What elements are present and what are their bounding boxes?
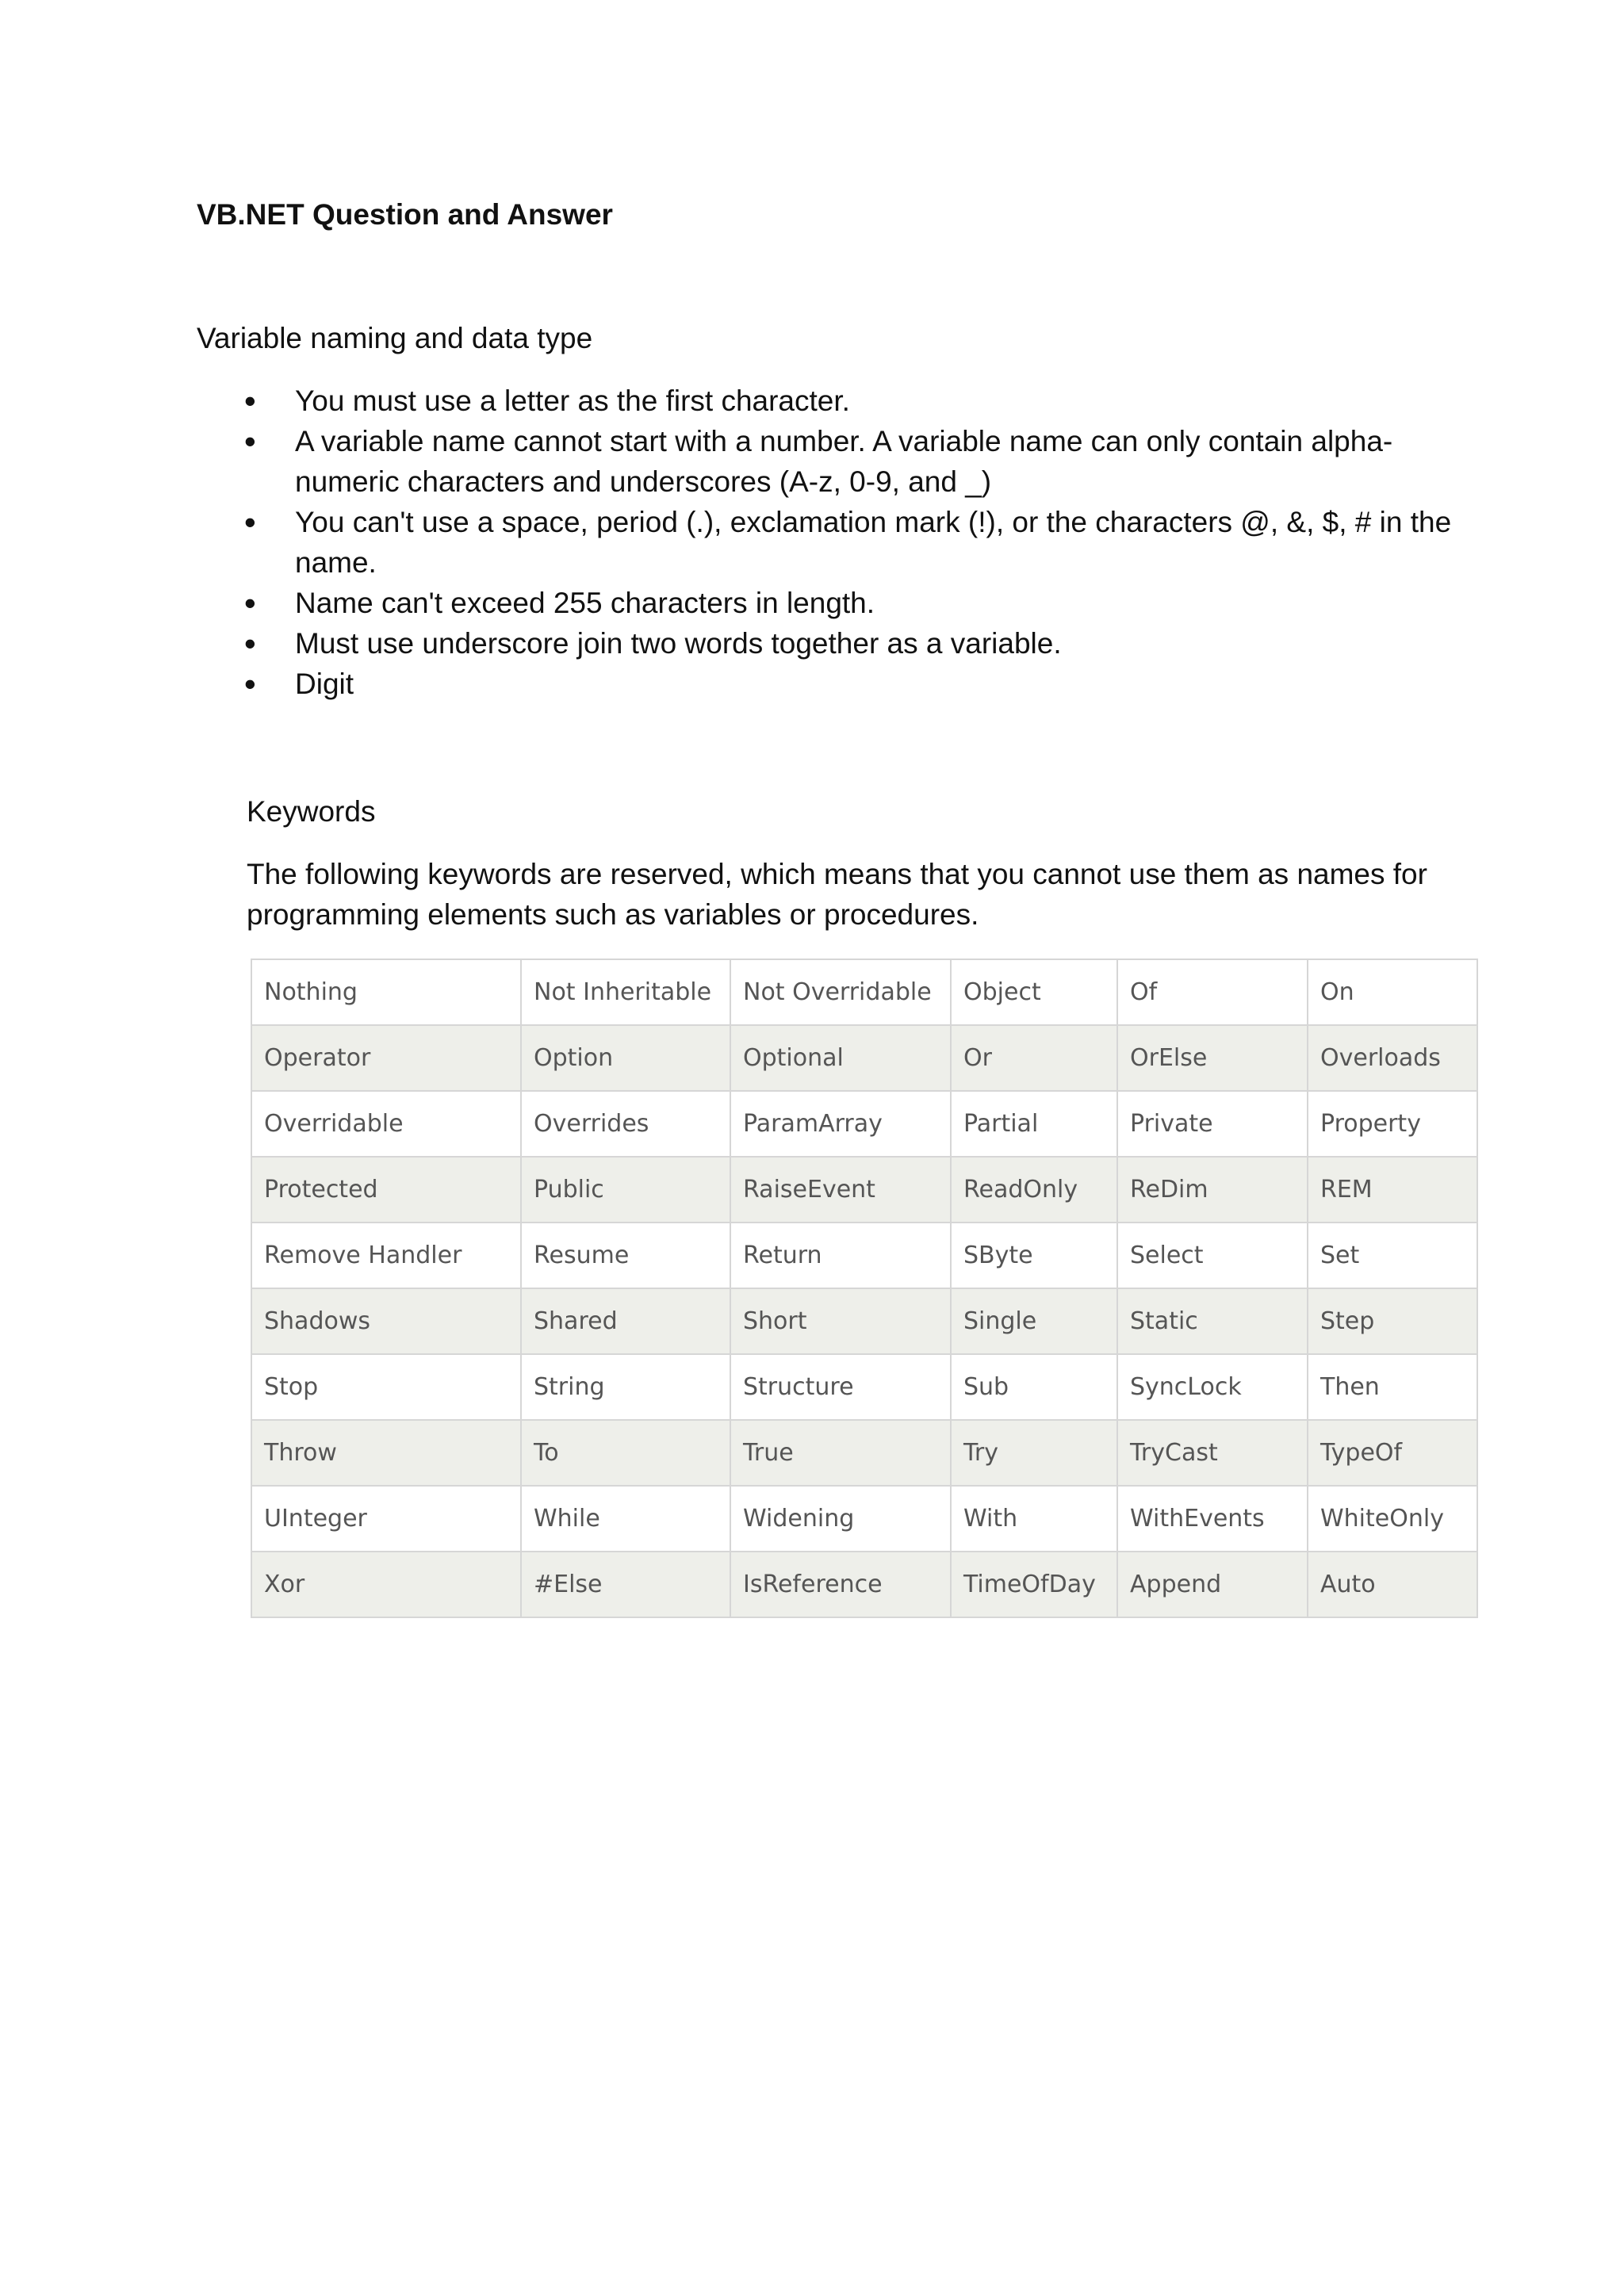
table-row xyxy=(251,1420,1477,1486)
list-item: • Must use underscore join two words together as a variable. xyxy=(197,623,1465,664)
table-cell: Object xyxy=(951,959,1117,1025)
table-cell: Shadows xyxy=(251,1288,521,1354)
table-cell: SByte xyxy=(951,1223,1117,1288)
table-cell: OrElse xyxy=(1117,1025,1308,1091)
table-cell: WithEvents xyxy=(1117,1486,1308,1552)
table-cell: Structure xyxy=(730,1354,951,1420)
table-cell: Throw xyxy=(251,1420,521,1486)
table-cell: Select xyxy=(1117,1223,1308,1288)
keywords-heading: Keywords xyxy=(247,795,376,828)
naming-rules-list xyxy=(197,381,1465,704)
table-cell: Append xyxy=(1117,1552,1308,1617)
keywords-table xyxy=(251,959,1478,1618)
table-cell: Shared xyxy=(521,1288,730,1354)
table-cell: String xyxy=(521,1354,730,1420)
table-cell: TimeOfDay xyxy=(951,1552,1117,1617)
table-cell: Single xyxy=(951,1288,1117,1354)
table-row xyxy=(251,1025,1477,1091)
table-cell: While xyxy=(521,1486,730,1552)
table-cell: Try xyxy=(951,1420,1117,1486)
table-cell: Stop xyxy=(251,1354,521,1420)
table-cell: Not Inheritable xyxy=(521,959,730,1025)
table-cell: Xor xyxy=(251,1552,521,1617)
table-cell: Operator xyxy=(251,1025,521,1091)
table-row xyxy=(251,1552,1477,1617)
table-cell: UInteger xyxy=(251,1486,521,1552)
table-cell: Return xyxy=(730,1223,951,1288)
table-cell: Overrides xyxy=(521,1091,730,1157)
table-cell: Property xyxy=(1308,1091,1477,1157)
table-row xyxy=(251,1486,1477,1552)
table-cell: Option xyxy=(521,1025,730,1091)
table-row xyxy=(251,1223,1477,1288)
table-cell: TypeOf xyxy=(1308,1420,1477,1486)
page-title: VB.NET Question and Answer xyxy=(197,198,613,231)
table-row xyxy=(251,959,1477,1025)
list-item: • You can't use a space, period (.), exclamation mark (!), or the characters @, &, $, # in the name. xyxy=(197,502,1465,583)
table-cell: Not Overridable xyxy=(730,959,951,1025)
list-item: • Name can't exceed 255 characters in length. xyxy=(197,583,1465,623)
table-cell: Short xyxy=(730,1288,951,1354)
list-item: • You must use a letter as the first character. xyxy=(197,381,1465,421)
table-cell: To xyxy=(521,1420,730,1486)
table-cell: Of xyxy=(1117,959,1308,1025)
table-cell: Resume xyxy=(521,1223,730,1288)
section-heading: Variable naming and data type xyxy=(197,322,593,354)
table-cell: TryCast xyxy=(1117,1420,1308,1486)
list-item: • Digit xyxy=(197,664,1465,704)
table-cell: ReadOnly xyxy=(951,1157,1117,1223)
table-cell: RaiseEvent xyxy=(730,1157,951,1223)
table-cell: Then xyxy=(1308,1354,1477,1420)
table-cell: #Else xyxy=(521,1552,730,1617)
table-cell: IsReference xyxy=(730,1552,951,1617)
table-cell: Step xyxy=(1308,1288,1477,1354)
table-cell: Static xyxy=(1117,1288,1308,1354)
table-row xyxy=(251,1091,1477,1157)
table-cell: ParamArray xyxy=(730,1091,951,1157)
table-cell: True xyxy=(730,1420,951,1486)
table-cell: SyncLock xyxy=(1117,1354,1308,1420)
list-item: • A variable name cannot start with a number. A variable name can only contain alpha-numeric characters and underscores (A-z, 0-9, and _) xyxy=(197,421,1465,502)
table-cell: Overridable xyxy=(251,1091,521,1157)
table-row xyxy=(251,1157,1477,1223)
table-cell: Partial xyxy=(951,1091,1117,1157)
table-cell: Auto xyxy=(1308,1552,1477,1617)
table-cell: Or xyxy=(951,1025,1117,1091)
table-cell: Nothing xyxy=(251,959,521,1025)
table-cell: Overloads xyxy=(1308,1025,1477,1091)
table-cell: With xyxy=(951,1486,1117,1552)
table-cell: Remove Handler xyxy=(251,1223,521,1288)
table-cell: Sub xyxy=(951,1354,1117,1420)
table-cell: Set xyxy=(1308,1223,1477,1288)
table-cell: ReDim xyxy=(1117,1157,1308,1223)
keywords-intro-paragraph: The following keywords are reserved, which means that you cannot use them as names for programming elements such as variables or procedures. xyxy=(247,858,1427,931)
table-cell: Protected xyxy=(251,1157,521,1223)
table-cell: Optional xyxy=(730,1025,951,1091)
table-row xyxy=(251,1288,1477,1354)
table-cell: Widening xyxy=(730,1486,951,1552)
table-cell: REM xyxy=(1308,1157,1477,1223)
table-cell: Private xyxy=(1117,1091,1308,1157)
table-cell: Public xyxy=(521,1157,730,1223)
keywords-table-body xyxy=(251,959,1477,1617)
table-row xyxy=(251,1354,1477,1420)
table-cell: On xyxy=(1308,959,1477,1025)
table-cell: WhiteOnly xyxy=(1308,1486,1477,1552)
